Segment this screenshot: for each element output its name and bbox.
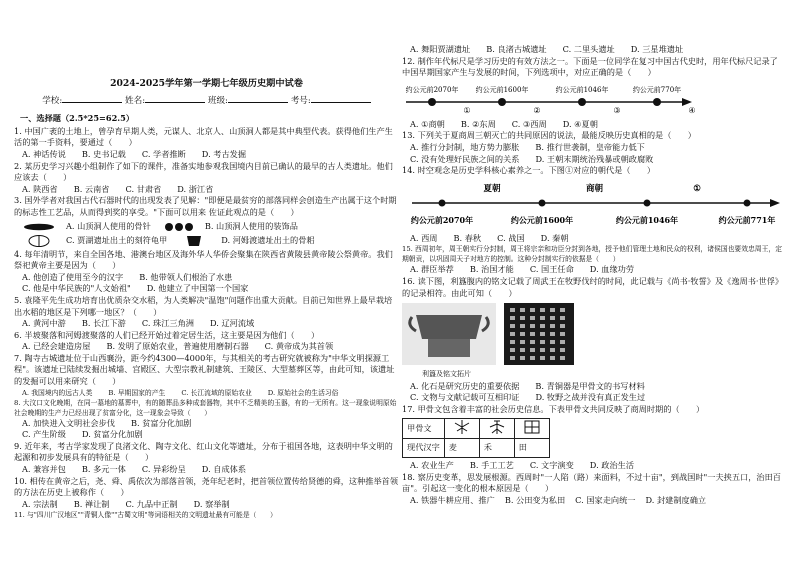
inscription-glyph (510, 332, 515, 336)
table-header: 甲骨文 (403, 418, 445, 439)
school-field[interactable] (62, 93, 122, 103)
timeline-marker (744, 199, 751, 206)
option[interactable]: A. 他创造了使用至今的汉字 (22, 271, 124, 282)
option[interactable]: A. 山顶洞人使用的骨针 (66, 220, 151, 231)
option[interactable]: D. 原始社会的生活习俗 (267, 388, 339, 397)
timeline-date-label: 约公元前1600年 (510, 214, 574, 225)
option[interactable]: C. 文物与文献记载可互相印证 (410, 392, 520, 403)
left-column (14, 0, 399, 520)
ornament-icon (161, 221, 195, 233)
inscription-glyph (550, 308, 555, 312)
option[interactable]: D. 浙江省 (177, 183, 214, 194)
inscription-glyph (550, 348, 555, 352)
options-q13 (410, 142, 782, 154)
timeline-date-label: 约公元前1046年 (615, 214, 679, 225)
option[interactable]: B. 贫富分化加剧 (131, 417, 192, 428)
inscription-glyph (540, 356, 545, 360)
timeline-period-mark: ② (533, 105, 541, 115)
options-q3b (22, 235, 399, 247)
options-q8 (22, 418, 399, 430)
timeline-marker (498, 98, 506, 106)
option[interactable]: C. 没有处理好民族之间的关系 (410, 153, 520, 164)
option[interactable]: C. 学者推断 (141, 148, 186, 159)
inscription-glyph (520, 308, 525, 312)
inscription-glyph (520, 324, 525, 328)
option[interactable]: C. 国王任命 (529, 264, 574, 275)
option[interactable]: D. 秦朝 (540, 232, 569, 243)
option[interactable]: C. 九品中正制 (125, 498, 178, 509)
option[interactable]: D. 他建立了中国第一个国家 (146, 283, 249, 294)
option[interactable]: C. 黄帝成为其首领 (264, 341, 334, 352)
class-field[interactable] (228, 93, 288, 103)
option[interactable]: B. 山顶洞人使用的装饰品 (204, 220, 298, 231)
option[interactable]: D. 封建制度确立 (645, 494, 707, 505)
table-header: 现代汉字 (403, 439, 445, 458)
option[interactable]: B. 云南省 (73, 183, 110, 194)
options-q15 (410, 264, 782, 276)
question-3: 3. 国外学者对我国古代石器时代的出现发表了见解："即便是最贫穷的部落同样会创造生产出属于这个时期的标志性工艺品，从而得到奖的享受。"下面可以用来 佐证此观点的是（ ） (14, 195, 397, 217)
options-q10 (22, 499, 399, 511)
inscription-glyph (530, 316, 535, 320)
inscription-glyph (530, 332, 535, 336)
option[interactable]: D. ④夏朝 (562, 118, 598, 129)
inscription-glyph (520, 332, 525, 336)
timeline-period-mark: ④ (688, 105, 696, 115)
option[interactable]: B. 他带领人们根治了水患 (139, 271, 233, 282)
option[interactable]: A. ①商朝 (410, 118, 445, 129)
option[interactable]: A. 铁器牛耕应用、推广 (410, 494, 495, 505)
option[interactable]: B. ②东周 (460, 118, 496, 129)
option[interactable]: B. 发明了原始农业，普遍使用磨制石器 (106, 341, 249, 352)
inscription-glyph (520, 348, 525, 352)
option[interactable]: C. 珠江三角洲 (141, 318, 194, 329)
option[interactable]: A. 舞阳贾湖遗址 (410, 44, 471, 54)
option[interactable]: A. 已经会建造房屋 (22, 341, 91, 352)
options-q14 (410, 233, 782, 245)
timeline-dynasty-label: 商朝 (585, 183, 604, 194)
bone-needle-icon (22, 221, 56, 233)
inscription-glyph (560, 324, 565, 328)
question-1: 1. 中国广袤的土地上，曾孕育早期人类，元谋人、北京人、山顶洞人都是其中典型代表。获得他们生产生活的第一手资料，要通过（ ） (14, 125, 393, 148)
inscription-rubbing-image (504, 303, 574, 365)
option[interactable]: D. 血缘功劳 (589, 264, 635, 275)
options-q13b (410, 154, 782, 166)
inscription-glyph (540, 348, 545, 352)
inscription-glyph (510, 316, 515, 320)
option[interactable]: D. 政治生活 (589, 460, 635, 471)
option[interactable]: A. 农业生产 (410, 460, 454, 471)
options-q5 (22, 318, 399, 330)
options-q16b (410, 392, 782, 404)
question-4: 4. 每年清明节，来自全国各地、港澳台地区及海外华人华侨会聚集在陕西省黄陵县黄帝陵公祭黄帝。我们祭祀黄帝主要是因为（ ） (14, 248, 393, 271)
name-label: 姓名: (125, 95, 146, 106)
options-q4b (22, 283, 399, 295)
inscription-glyph (530, 356, 535, 360)
options-q1 (22, 149, 399, 161)
option[interactable]: A. 推行分封制，地方势力膨胀 (410, 141, 520, 152)
option[interactable]: D. 辽河流域 (209, 318, 255, 329)
bone-spade-icon (177, 235, 211, 247)
option[interactable]: A. 西周 (410, 232, 438, 243)
option[interactable]: A. 黄河中游 (22, 318, 66, 329)
option[interactable]: A. 神话传说 (22, 148, 66, 159)
option[interactable]: C. 产生阶级 (22, 429, 66, 440)
timeline-2-graphic (402, 179, 782, 231)
option[interactable]: C. 二里头遗址 (562, 44, 615, 54)
question-13: 13. 下列关于夏商周三朝灭亡的共同原因的说法，最能反映历史真相的是（ ） (402, 130, 696, 141)
question-8: 8. 大汶口文化晚期，在同一墓地的墓葬中，有的随葬品多种成套器物，其中不乏精美的玉器，有的一无所有。这一现象说明原始社会晚期的生产力已经出现了贫富分化，这一现象会导致（ ） (14, 398, 397, 417)
question-2: 2. 某历史学习兴趣小组制作了如下的课件，准备实地参观我国境内目前已确认的最早的古人类遗址。他们应该去（ ） (14, 160, 393, 183)
option[interactable]: B. 良渚古城遗址 (486, 44, 547, 54)
inscription-glyph (540, 308, 545, 312)
timeline-marker (644, 199, 651, 206)
oracle-glyph-icon (514, 418, 549, 439)
option[interactable]: C. 异彩纷呈 (141, 464, 186, 475)
section-heading: 一、选择题（2.5*25=62.5） (20, 113, 135, 124)
timeline-marker (539, 199, 546, 206)
inscription-glyph (560, 348, 565, 352)
inscription-glyph (520, 316, 525, 320)
question-6: 6. 半坡聚落和河姆渡聚落的人们已经开始过着定居生活，这主要是因为他们（ ） (14, 329, 320, 340)
question-11: 11. 与"四川广汉地区""青铜人像""古蜀文明"等词语相关的文明遗址最有可能是（ ） (14, 511, 277, 520)
option[interactable]: B. 青铜器是甲骨文的书写材料 (535, 380, 645, 391)
table-cell: 禾 (479, 439, 514, 458)
figure-caption: 利簋及铭文拓片 (422, 370, 471, 379)
number-field[interactable] (311, 93, 371, 103)
number-label: 考号: (290, 95, 311, 106)
timeline-dynasty-label: 夏朝 (483, 183, 501, 194)
question-9: 9. 近年来，考古学家发现了良渚文化、陶寺文化、红山文化等遗址，分布于祖国各地，这表明中华文明的起源和初步发展具有的特征是（ ） (14, 440, 393, 463)
option[interactable]: D. 河姆渡遗址出土的骨耜 (221, 234, 315, 245)
option[interactable]: C. 他是中华民族的"人文始祖" (22, 283, 131, 294)
option[interactable]: D. 王朝末期统治残暴或朝政腐败 (535, 153, 654, 164)
timeline-date-label: 约公元前771年 (718, 214, 776, 225)
inscription-glyph (560, 340, 565, 344)
option[interactable]: C. 长江流域的原始农业 (181, 388, 252, 397)
option[interactable]: A. 我国境内的远古人类 (22, 388, 93, 397)
option[interactable]: C. ③西周 (511, 118, 547, 129)
options-q2 (22, 184, 399, 196)
inscription-glyph (510, 324, 515, 328)
table-cell: 田 (514, 439, 549, 458)
inscription-glyph (520, 340, 525, 344)
inscription-glyph (550, 316, 555, 320)
timeline-1 (402, 82, 782, 116)
option[interactable]: C. 文字演变 (529, 460, 574, 471)
option[interactable]: B. 治国才能 (469, 264, 514, 275)
oracle-glyph-icon (444, 418, 479, 439)
timeline-marker (439, 199, 446, 206)
inscription-glyph (560, 308, 565, 312)
option[interactable]: A. 群臣举荐 (410, 264, 454, 275)
option[interactable]: A. 化石是研究历史的重要依据 (410, 380, 520, 391)
timeline-marker (578, 98, 586, 106)
inscription-glyph (510, 356, 515, 360)
student-info (14, 93, 399, 108)
options-q3 (22, 221, 399, 233)
oracle-bone-table (402, 418, 550, 459)
question-15: 15. 西周初年，周王朝实行分封制，周王将宗亲和功臣分封到各地，授予他们管理土地和民众的权利，诸侯国也要效忠周王，定期朝贡，以巩固周天子对地方的控制。这种分封制实行的依据是（ ） (402, 245, 782, 264)
inscription-glyph (540, 324, 545, 328)
question-18: 18. 察历史变革，思发展根源。西周时"一人陷（路）来面料，不过十亩"，到战国时"一夫挟五口，治田百亩"。引起这一变化的根本原因是（ ） (402, 471, 781, 494)
timeline-2 (402, 179, 782, 231)
inscription-glyph (530, 324, 535, 328)
table-cell: 麦 (444, 439, 479, 458)
option[interactable]: D. 贫富分化加剧 (81, 429, 143, 440)
options-q18 (410, 495, 782, 507)
option[interactable]: C. 国家走向统一 (575, 494, 636, 505)
class-label: 班级: (207, 95, 228, 106)
question-7: 7. 陶寺古城遗址位于山西襄汾，距今约4300—4000年，与其相关的考古研究就被称为"中华文明探源工程"。该遗址已陆续发掘出城墙、宫殿区、大型宗教礼制建筑、王陵区、大型墓葬区等，由此可知，该遗址的发掘可以用来研究（ ） (14, 352, 395, 387)
options-q16 (410, 381, 782, 393)
tortoise-shell-icon (22, 235, 56, 247)
inscription-glyph (510, 308, 515, 312)
timeline-1-graphic (402, 82, 702, 116)
option[interactable]: C. 贾湖遗址出土的刻符龟甲 (66, 234, 168, 245)
inscription-glyph (520, 356, 525, 360)
option[interactable]: B. 推行世袭制，皇帝能力低下 (535, 141, 645, 152)
option[interactable]: B. 史书记载 (81, 148, 126, 159)
option[interactable]: C. 甘肃省 (125, 183, 162, 194)
options-q12 (410, 119, 782, 131)
figure-li-gui (402, 303, 782, 365)
options-q4 (22, 272, 399, 284)
option[interactable]: B. 手工工艺 (469, 460, 514, 471)
question-14: 14. 时空观念是历史学科核心素养之一。下图①对应的朝代是（ ） (402, 165, 656, 176)
option[interactable]: B. 春秋 (453, 232, 482, 243)
options-q11 (410, 44, 782, 56)
option[interactable]: A. 加快进入文明社会步伐 (22, 417, 115, 428)
options-q17 (410, 460, 782, 472)
timeline-dynasty-label: ① (693, 183, 701, 194)
inscription-glyph (550, 332, 555, 336)
question-12: 12. 制作年代标尺是学习历史的有效方法之一。下面是一位同学在复习中国古代史时，用年代标尺记录了中国早期国家产生与发展的时间，下列选项中，对应正确的是（ ） (402, 55, 778, 78)
inscription-glyph (550, 340, 555, 344)
option[interactable]: D. 三星堆遗址 (630, 44, 684, 54)
option[interactable]: B. 多元一体 (81, 464, 126, 475)
bronze-vessel-image (402, 303, 496, 365)
option[interactable]: A. 陕西省 (22, 183, 58, 194)
inscription-glyph (560, 356, 565, 360)
exam-title: 2024-2025学年第一学期七年级历史期中试卷 (110, 78, 303, 89)
inscription-glyph (550, 356, 555, 360)
timeline-marker (653, 98, 661, 106)
option[interactable]: D. 自成体系 (201, 464, 247, 475)
timeline-date-label: 约公元前2070年 (410, 214, 474, 225)
timeline-period-mark: ① (463, 105, 471, 115)
timeline-date-label: 约公元前770年 (632, 85, 682, 94)
timeline-date-label: 约公元前1600年 (475, 85, 529, 94)
inscription-glyph (550, 324, 555, 328)
option[interactable]: B. 公田变为私田 (504, 494, 566, 505)
inscription-glyph (540, 316, 545, 320)
option[interactable]: D. 察举制 (193, 498, 230, 509)
inscription-glyph (530, 348, 535, 352)
options-q7 (22, 388, 399, 398)
right-column (402, 0, 782, 506)
school-label: 学校: (42, 95, 63, 106)
option[interactable]: B. 禅让制 (73, 498, 110, 509)
option[interactable]: C. 战国 (497, 232, 525, 243)
inscription-glyph (560, 316, 565, 320)
timeline-period-mark: ③ (613, 105, 621, 115)
option[interactable]: D. 考古发掘 (201, 148, 247, 159)
question-17: 17. 甲骨文包含着丰富的社会历史信息。下表甲骨文共同反映了商周时期的（ ） (402, 403, 705, 414)
inscription-glyph (510, 340, 515, 344)
option[interactable]: B. 长江下游 (81, 318, 126, 329)
timeline-marker (428, 98, 436, 106)
option[interactable]: A. 宗法制 (22, 498, 58, 509)
inscription-glyph (560, 332, 565, 336)
option[interactable]: A. 兼容并包 (22, 464, 66, 475)
question-10: 10. 相传在黄帝之后，尧、舜、禹依次为部落首领，尧年纪老时，把首领位置传给贤德的舜，这种推举首领的方法在历史上被称作（ ） (14, 475, 399, 498)
inscription-glyph (540, 340, 545, 344)
inscription-glyph (540, 332, 545, 336)
option[interactable]: B. 早期国家的产生 (108, 388, 166, 397)
inscription-glyph (530, 308, 535, 312)
question-16: 16. 读下图，利簋腹内的铭文记载了周武王在牧野伐纣的时间，此记载与《尚书·牧誓》及《逸周书·世俘》的记录相符。由此可知（ ） (402, 275, 779, 298)
options-q9 (22, 464, 399, 476)
timeline-date-label: 约公元前1046年 (555, 85, 609, 94)
options-q8b (22, 429, 399, 441)
inscription-glyph (530, 340, 535, 344)
question-5: 5. 袁隆平先生成功培育出优质杂交水稻，为人类解决"温饱"问题作出重大贡献。目前已知世界上最早栽培出水稻的地区是下列哪一地区？（ ） (14, 294, 393, 317)
option[interactable]: D. 牧野之战并没有真正发生过 (535, 392, 646, 403)
options-q6 (22, 341, 399, 353)
oracle-glyph-icon (479, 418, 514, 439)
timeline-date-label: 约公元前2070年 (405, 85, 459, 94)
name-field[interactable] (145, 93, 205, 103)
inscription-glyph (510, 348, 515, 352)
